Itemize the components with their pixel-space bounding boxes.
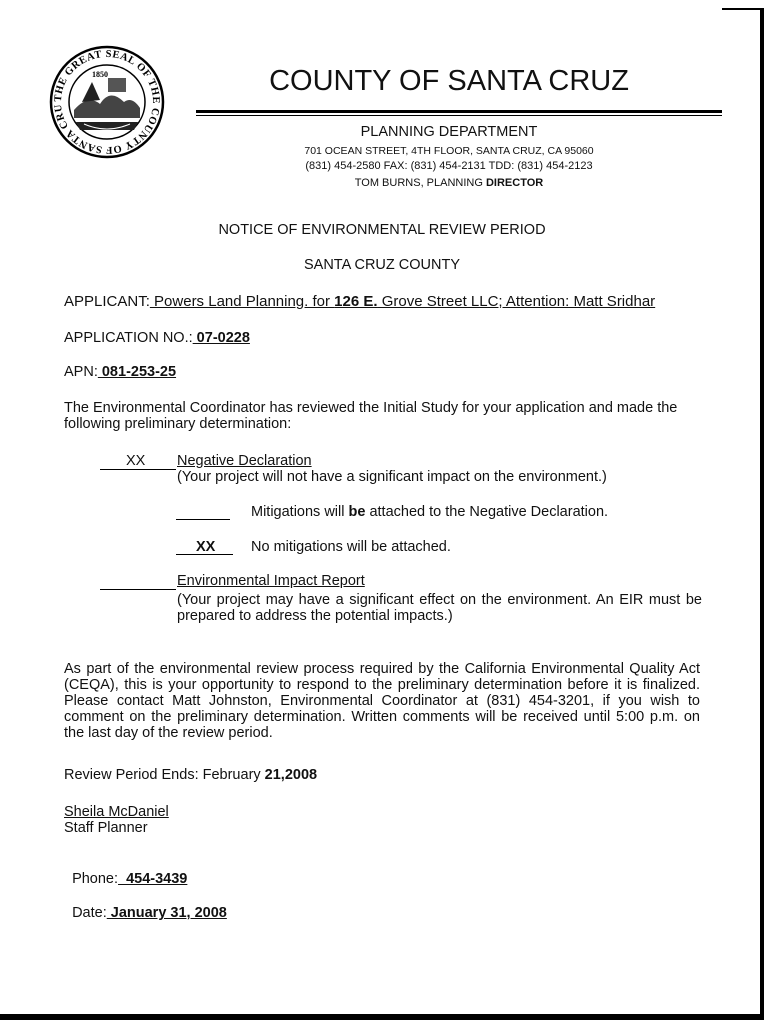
- mitigations-text-a: Mitigations will: [251, 504, 349, 520]
- county-seal: [48, 44, 166, 160]
- planner-title: Staff Planner: [64, 820, 148, 836]
- top-border-line: [722, 8, 764, 10]
- seal-graphic: [48, 44, 166, 160]
- mitigations-attached-blank: [176, 519, 230, 520]
- department-name: PLANNING DEPARTMENT: [360, 124, 538, 140]
- mitigations-attached-text: [251, 504, 608, 520]
- applicant-line: [64, 294, 655, 310]
- date-label: Date:: [72, 905, 107, 921]
- negative-declaration-mark-line: [100, 469, 176, 470]
- applicant-value-address: 126 E.: [334, 293, 378, 310]
- negative-declaration-note: (Your project will not have a significant impact on the environment.): [177, 469, 607, 485]
- director-line: [196, 177, 702, 189]
- applicant-value-part: Powers Land Planning. for: [149, 293, 335, 310]
- application-label: APPLICATION NO.:: [64, 330, 193, 346]
- bottom-border-line: [0, 1014, 764, 1020]
- seal-ring-text: THE GREAT SEAL OF THE COUNTY OF SANTA CRU: [52, 48, 162, 156]
- right-border-line: [760, 8, 764, 1020]
- date-value: January 31, 2008: [106, 905, 227, 921]
- apn-label: APN:: [64, 364, 98, 380]
- date-line: [64, 889, 227, 921]
- eir-note: (Your project may have a significant effect on the environment. An EIR must be prepared to address the potential impacts.): [177, 592, 702, 624]
- planner-name: Sheila McDaniel: [64, 804, 169, 820]
- apn-number: 081-253-25: [97, 364, 177, 380]
- director-name: TOM BURNS, PLANNING: [354, 177, 486, 189]
- no-mitigations-text: No mitigations will be attached.: [251, 539, 451, 555]
- apn-line: [64, 364, 176, 380]
- phone-line: [64, 855, 187, 887]
- notice-subtitle: SANTA CRUZ COUNTY: [303, 257, 461, 273]
- director-title: DIRECTOR: [485, 177, 544, 189]
- mitigations-text-b: be: [348, 504, 366, 520]
- phone-label: Phone:: [72, 871, 119, 887]
- eir-label: Environmental Impact Report: [177, 573, 365, 589]
- department-address: 701 OCEAN STREET, 4TH FLOOR, SANTA CRUZ, CA 95060: [304, 145, 594, 157]
- no-mitigations-mark: XX: [196, 539, 216, 555]
- applicant-value-rest: Grove Street LLC; Attention: Matt Sridhar: [377, 293, 656, 310]
- intro-paragraph: The Environmental Coordinator has reviewed the Initial Study for your application and made the following preliminary determination:: [64, 400, 678, 432]
- negative-declaration-label: Negative Declaration: [177, 453, 312, 469]
- process-paragraph: As part of the environmental review process required by the California Environmental Quality Act (CEQA), this is your opportunity to respond to the preliminary determination before it is finalized. Please contact Matt Johnston, Environmental Coordinator at (831) 454-3201, if you wish to comment on the preliminary determination. Written comments will be received until 5:00 p.m. on the last day of the review period.: [64, 661, 700, 741]
- review-period-label: Review Period Ends: February: [64, 767, 265, 783]
- department-phones: (831) 454-2580 FAX: (831) 454-2131 TDD: (831) 454-2123: [305, 160, 593, 172]
- page-title: COUNTY OF SANTA CRUZ: [269, 65, 629, 97]
- application-number: 07-0228: [192, 330, 250, 346]
- header-rule-thick: [196, 110, 722, 113]
- eir-mark-line: [100, 589, 176, 590]
- seal-year: 1850: [92, 70, 108, 79]
- phone-number: 454-3439: [118, 871, 188, 887]
- header-rule-thin: [196, 115, 722, 116]
- applicant-value: [150, 293, 655, 310]
- review-period-line: [64, 767, 317, 783]
- application-line: [64, 330, 250, 346]
- notice-title: NOTICE OF ENVIRONMENTAL REVIEW PERIOD: [218, 222, 546, 238]
- mitigations-text-c: attached to the Negative Declaration.: [365, 504, 609, 520]
- review-period-date: 21,2008: [264, 767, 318, 783]
- negative-declaration-mark: XX: [126, 453, 146, 469]
- applicant-label: APPLICANT:: [64, 293, 150, 310]
